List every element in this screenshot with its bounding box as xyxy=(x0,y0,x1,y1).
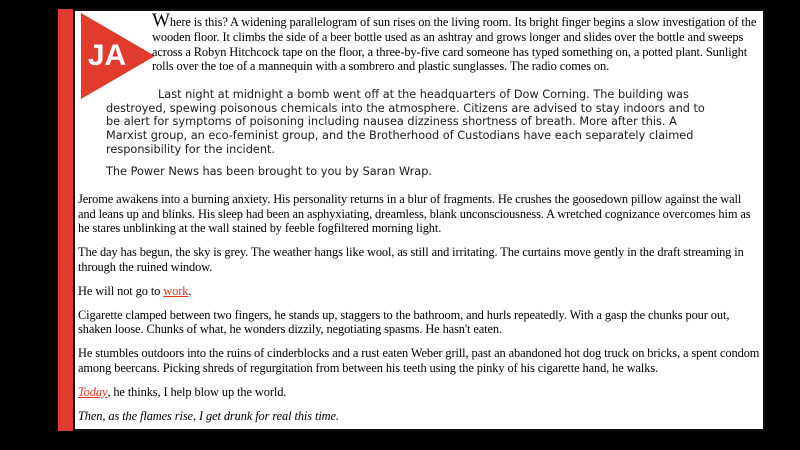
opening-initial-cap: W xyxy=(152,11,170,31)
day-paragraph: The day has begun, the sky is grey. The weather hangs like wool, as still and irritating. The curtains move gently in the draft streaming in through the ruined window. xyxy=(78,245,744,274)
radio-broadcast-block xyxy=(106,88,716,179)
awakens-paragraph: Jerome awakens into a burning anxiety. His personality returns in a blur of fragments. He crushes the goosedown pillow against the wall and leans up and blinks. His sleep had been an asphyxiating, dreamless, blank unconsciousness. A wretched cognizance overcomes him as he stares unblinking at the wall stained by feeble fogfiltered morning light. xyxy=(78,191,751,236)
work-link[interactable]: work xyxy=(163,283,189,298)
opening-paragraph xyxy=(152,11,761,74)
article-panel xyxy=(73,9,765,431)
work-text-pre: He will not go to xyxy=(78,283,164,298)
accent-sidebar xyxy=(58,9,73,431)
work-text-end: . xyxy=(188,283,192,298)
radio-bulletin-paragraph: Last night at midnight a bomb went off at the headquarters of Dow Corning. The building was destroyed, spewing poisonous chemicals into the atmosphere. Citizens are advised to stay indoors and to be alert for symptoms of poisoning including nausea dizziness shortness of breath. More after this. A Marxist group, an eco-feminist group, and the Brotherhood of Custodians have each separately claimed responsibility for the incident. xyxy=(106,88,705,156)
cigarette-paragraph: Cigarette clamped between two fingers, he stands up, staggers to the bathroom, and hurls repeatedly. With a gasp the chunks pour out, shaken loose. Chunks of what, he wonders dizzily, negotiating spasms. He hasn't eaten. xyxy=(78,307,730,337)
today-paragraph xyxy=(78,385,761,400)
today-link[interactable]: Today xyxy=(78,384,108,399)
today-text-end: , he thinks, I help blow up the world. xyxy=(107,384,287,399)
opening-text: here is this? A widening parallelogram of sun rises on the living room. Its bright finger begins a slow investigation of the wooden floor. It climbs the side of a beer bottle used as an ashtray and grows longer and slides over the bottle and sweeps across a Robyn Hitchcock tape on the floor, a three-by-five card someone has typed something on, a potted plant. Sunlight rolls over the toe of a mannequin with a sombrero and plastic sunglasses. The radio comes on. xyxy=(152,15,757,74)
closing-paragraph: Then, as the flames rise, I get drunk for real this time. xyxy=(78,408,339,423)
radio-sponsor-paragraph: The Power News has been brought to you by Saran Wrap. xyxy=(106,165,432,179)
logo-text: JA xyxy=(87,39,127,72)
stumbles-paragraph: He stumbles outdoors into the ruins of cinderblocks and a rust eaten Weber grill, past an abandoned hot dog truck on bricks, a spent condom among beercans. Picking shreds of regurgitation from between his teeth using the pinky of his cigarette hand, he walks. xyxy=(78,346,760,375)
work-paragraph xyxy=(78,284,761,299)
article-content xyxy=(75,11,763,429)
